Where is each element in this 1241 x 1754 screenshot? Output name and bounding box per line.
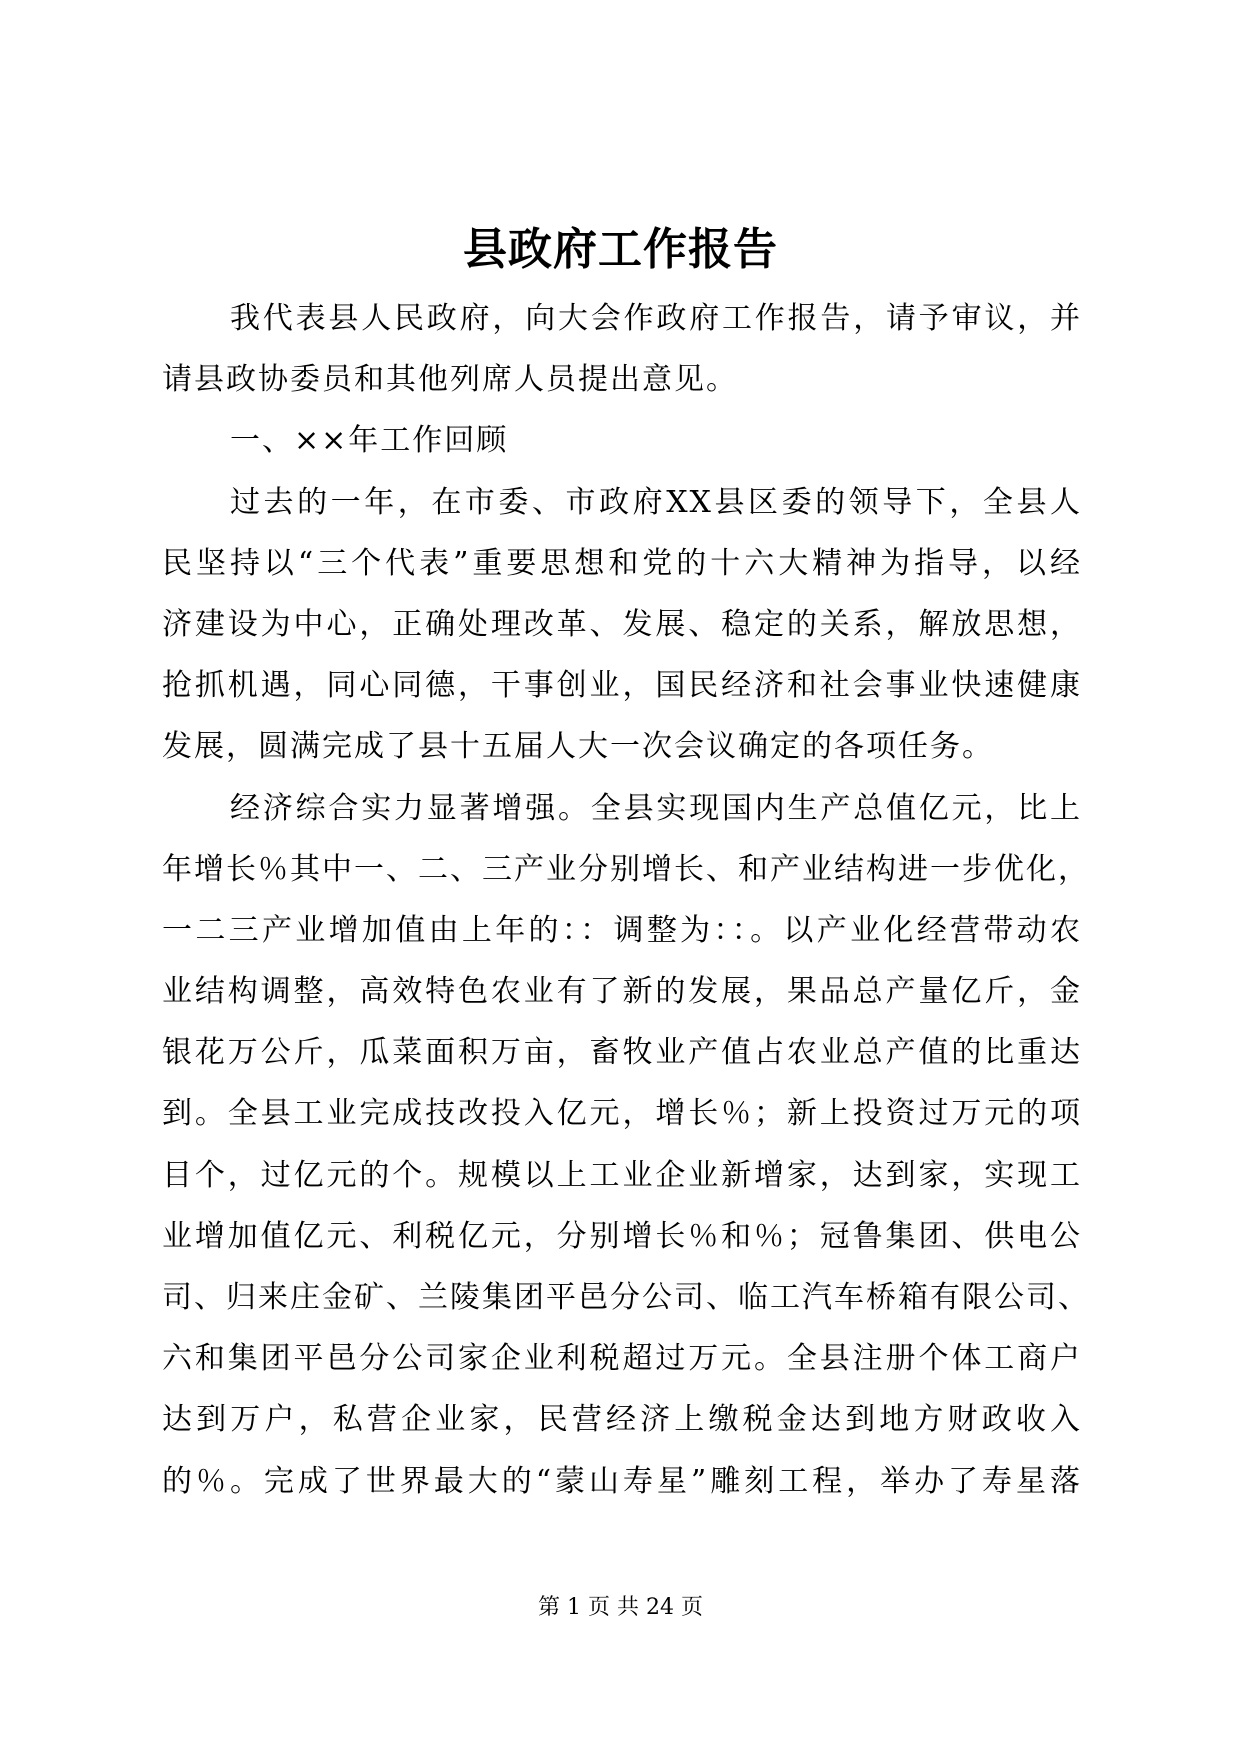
document-title: 县政府工作报告 <box>463 224 778 275</box>
paragraph-line: 抢抓机遇，同心同德，干事创业，国民经济和社会事业快速健康 <box>162 668 1082 704</box>
paragraph-line: 的％。完成了世界最大的“蒙山寿星”雕刻工程，举办了寿星落 <box>162 1463 1082 1499</box>
section-heading: 一、××年工作回顾 <box>230 423 509 459</box>
paragraph-line: 经济综合实力显著增强。全县实现国内生产总值亿元，比上 <box>230 790 1082 826</box>
paragraph-line: 六和集团平邑分公司家企业利税超过万元。全县注册个体工商户 <box>162 1341 1082 1377</box>
paragraph-line: 业结构调整，高效特色农业有了新的发展，果品总产量亿斤，金 <box>162 974 1082 1010</box>
paragraph-line: 年增长％其中一、二、三产业分别增长、和产业结构进一步优化， <box>162 851 1090 887</box>
paragraph-line: 一二三产业增加值由上年的：：调整为：：。以产业化经营带动农 <box>162 912 1082 948</box>
paragraph-line: 民坚持以“三个代表”重要思想和党的十六大精神为指导，以经 <box>162 545 1082 581</box>
paragraph-line: 济建设为中心，正确处理改革、发展、稳定的关系，解放思想， <box>162 606 1082 642</box>
document-body <box>162 288 1090 1512</box>
paragraph-line: 过去的一年，在市委、市政府XX县区委的领导下，全县人 <box>230 484 1082 520</box>
paragraph-line: 业增加值亿元、利税亿元，分别增长％和％；冠鲁集团、供电公 <box>162 1218 1082 1254</box>
paragraph-line: 请县政协委员和其他列席人员提出意见。 <box>162 362 738 398</box>
paragraph-line: 达到万户，私营企业家，民营经济上缴税金达到地方财政收入 <box>162 1402 1082 1438</box>
paragraph-line: 银花万公斤，瓜菜面积万亩，畜牧业产值占农业总产值的比重达 <box>162 1035 1082 1071</box>
paragraph-line: 我代表县人民政府，向大会作政府工作报告，请予审议，并 <box>230 301 1082 336</box>
page-footer: 第 1 页 共 24 页 <box>538 1595 703 1620</box>
paragraph-line: 司、归来庄金矿、兰陵集团平邑分公司、临工汽车桥箱有限公司、 <box>162 1280 1090 1315</box>
paragraph-line: 到。全县工业完成技改投入亿元，增长％；新上投资过万元的项 <box>162 1096 1082 1132</box>
paragraph-line: 目个，过亿元的个。规模以上工业企业新增家，达到家，实现工 <box>162 1157 1082 1193</box>
paragraph-line: 发展，圆满完成了县十五届人大一次会议确定的各项任务。 <box>162 729 994 765</box>
